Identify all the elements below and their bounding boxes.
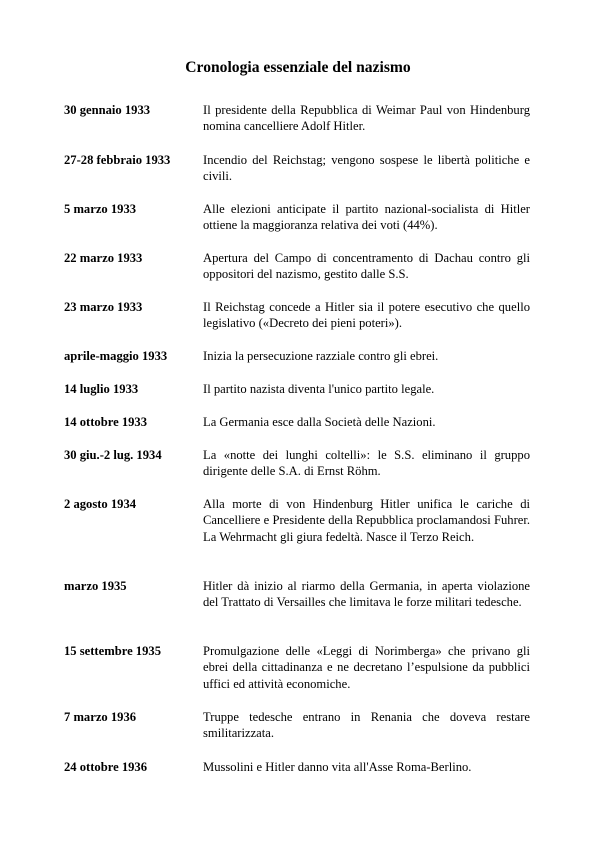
entry-text: Hitler dà inizio al riarmo della Germania, in aperta violazione del Trattato di Versailles che limitava le forze militari tedesche. bbox=[203, 579, 530, 610]
entry-text: Inizia la persecuzione razziale contro gli ebrei. bbox=[203, 349, 439, 363]
entry-text: La «notte dei lunghi coltelli»: le S.S. eliminano il gruppo dirigente delle S.A. di Ernst Röhm. bbox=[203, 448, 530, 479]
entry-date: 23 marzo 1933 bbox=[64, 300, 143, 314]
entry-text: Incendio del Reichstag; vengono sospese le libertà politiche e civili. bbox=[203, 153, 530, 184]
entry-date: 30 gennaio 1933 bbox=[64, 103, 151, 117]
entry-date: marzo 1935 bbox=[64, 579, 127, 593]
entry-text: Alla morte di von Hindenburg Hitler unifica le cariche di Cancelliere e Presidente della Repubblica proclamandosi Fuhrer. La Wehrmacht gli giura fedeltà. Nasce il Terzo Reich. bbox=[203, 497, 530, 544]
entry-text: Il partito nazista diventa l'unico partito legale. bbox=[203, 382, 435, 396]
entry-text: Il Reichstag concede a Hitler sia il potere esecutivo che quello legislativo («Decreto dei pieni poteri»). bbox=[203, 300, 530, 331]
entry-date: 14 luglio 1933 bbox=[64, 382, 139, 396]
entry-date: 22 marzo 1933 bbox=[64, 251, 143, 265]
entry-date: 14 ottobre 1933 bbox=[64, 415, 148, 429]
entry-date: 7 marzo 1936 bbox=[64, 710, 137, 724]
document-title: Cronologia essenziale del nazismo bbox=[185, 59, 411, 76]
entry-date: 15 settembre 1935 bbox=[64, 644, 161, 658]
entry-text: Promulgazione delle «Leggi di Norimberga» che privano gli ebrei della cittadinanza e ne decretano l’espulsione da pubblici uffici ed attività economiche. bbox=[203, 644, 530, 691]
entry-date: 2 agosto 1934 bbox=[64, 497, 137, 511]
entry-date: 5 marzo 1933 bbox=[64, 202, 137, 216]
entry-text: Il presidente della Repubblica di Weimar Paul von Hindenburg nomina cancelliere Adolf Hitler. bbox=[203, 103, 530, 134]
entry-text: Mussolini e Hitler danno vita all'Asse Roma-Berlino. bbox=[203, 760, 472, 774]
entry-text: Apertura del Campo di concentramento di Dachau contro gli oppositori del nazismo, gestito dalle S.S. bbox=[203, 251, 530, 282]
entry-text: La Germania esce dalla Società delle Nazioni. bbox=[203, 415, 436, 429]
entry-date: 24 ottobre 1936 bbox=[64, 760, 148, 774]
entry-date: 27-28 febbraio 1933 bbox=[64, 153, 171, 167]
entry-date: aprile-maggio 1933 bbox=[64, 349, 168, 363]
entry-date: 30 giu.-2 lug. 1934 bbox=[64, 448, 162, 462]
entry-text: Truppe tedesche entrano in Renania che doveva restare smilitarizzata. bbox=[203, 710, 530, 741]
entry-text: Alle elezioni anticipate il partito nazional-socialista di Hitler ottiene la maggioranza relativa dei voti (44%). bbox=[203, 202, 530, 233]
